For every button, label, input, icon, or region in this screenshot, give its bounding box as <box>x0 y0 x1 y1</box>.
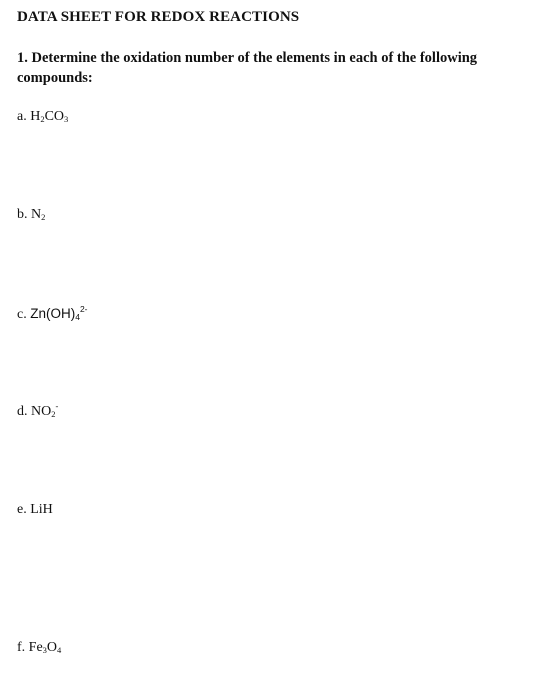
item-c <box>17 306 88 323</box>
item-a <box>17 109 68 125</box>
item-label: f. <box>17 640 26 655</box>
item-label: a. <box>17 109 27 124</box>
item-f <box>17 640 61 656</box>
formula-fe3o4: $Fe_3O_4$ <box>28 640 62 655</box>
item-d <box>17 401 59 420</box>
question-1: 1. Determine the oxidation number of the elements in each of the following compounds: <box>17 50 478 86</box>
item-label: d. <box>17 404 28 419</box>
formula-h2co3: $H_2CO_3$ <box>30 109 69 124</box>
item-label: e. <box>17 502 27 517</box>
item-label: b. <box>17 207 28 222</box>
page-title: DATA SHEET FOR REDOX REACTIONS <box>17 9 300 25</box>
formula-no2: $NO_2^-$ <box>31 401 59 419</box>
formula-n2: $N_2$ <box>31 207 46 222</box>
item-e <box>17 502 53 518</box>
item-b <box>17 207 45 223</box>
item-label: c. <box>17 307 27 322</box>
formula-zn-oh4: $Zn(OH)_4^{2-}$ <box>30 304 88 322</box>
formula-lih: LiH <box>30 502 53 517</box>
